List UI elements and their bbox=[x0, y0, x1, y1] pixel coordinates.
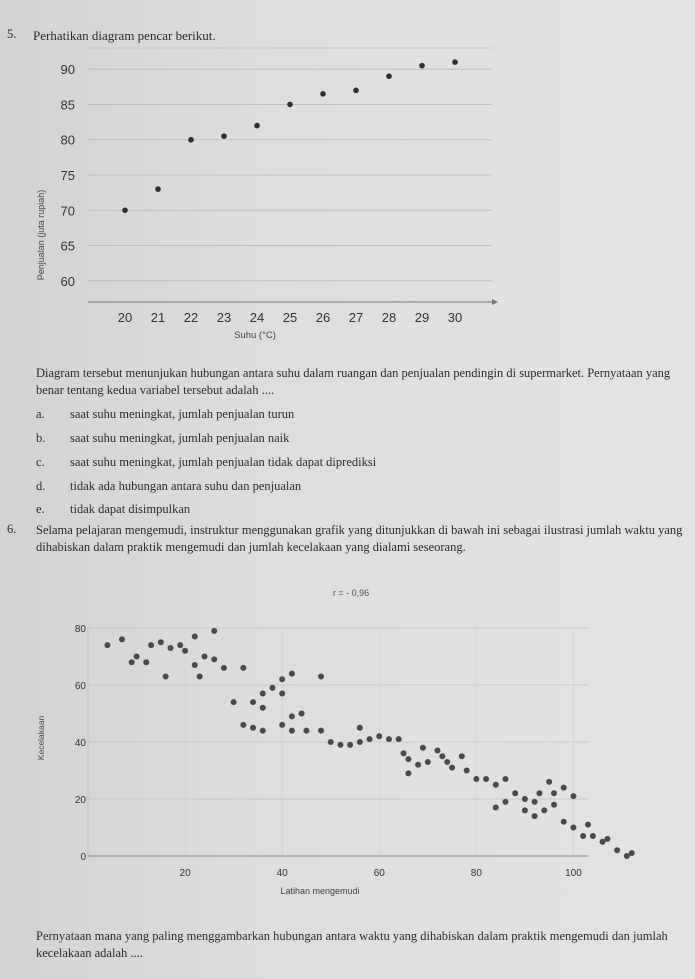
question-6-number: 6. bbox=[7, 522, 17, 536]
data-point bbox=[546, 779, 552, 785]
data-point bbox=[347, 742, 353, 748]
x-tick-label: 40 bbox=[276, 868, 288, 879]
option-5a[interactable] bbox=[36, 407, 294, 425]
data-point bbox=[289, 671, 295, 677]
data-point bbox=[211, 656, 217, 662]
option-5b[interactable] bbox=[36, 431, 289, 449]
x-tick-label: 23 bbox=[216, 310, 232, 325]
data-point bbox=[532, 813, 538, 819]
data-point bbox=[551, 802, 557, 808]
data-point bbox=[148, 642, 154, 648]
option-letter: a. bbox=[36, 407, 45, 421]
data-point bbox=[182, 648, 188, 654]
data-point bbox=[386, 73, 392, 79]
data-point bbox=[279, 676, 285, 682]
question-6-intro: Selama pelajaran mengemudi, instruktur menggunakan grafik yang ditunjukkan di bawah ini sebagai ilustrasi jumlah waktu yang dihabiskan dalam praktik mengemudi dan jumlah kecelakaan yang dialami seseorang. bbox=[36, 523, 683, 554]
data-point bbox=[240, 722, 246, 728]
data-point bbox=[464, 768, 470, 774]
data-point bbox=[337, 742, 343, 748]
data-point bbox=[483, 776, 489, 782]
x-axis-arrow bbox=[492, 299, 498, 305]
data-point bbox=[289, 728, 295, 734]
data-point bbox=[522, 796, 528, 802]
data-point bbox=[376, 733, 382, 739]
y-tick-label: 80 bbox=[74, 624, 86, 635]
x-tick-label: 20 bbox=[117, 310, 133, 325]
data-point bbox=[357, 739, 363, 745]
data-point bbox=[250, 699, 256, 705]
question-5-title: Perhatikan diagram pencar berikut. bbox=[33, 28, 216, 43]
data-point bbox=[197, 673, 203, 679]
data-point bbox=[163, 673, 169, 679]
option-letter: c. bbox=[36, 455, 45, 469]
data-point bbox=[289, 713, 295, 719]
option-5e[interactable] bbox=[36, 502, 190, 520]
data-point bbox=[143, 659, 149, 665]
option-text: saat suhu meningkat, jumlah penjualan turun bbox=[70, 407, 295, 421]
data-point bbox=[541, 807, 547, 813]
question-5-number: 5. bbox=[7, 27, 17, 41]
data-point bbox=[303, 728, 309, 734]
x-tick-label: 60 bbox=[373, 868, 385, 879]
data-point bbox=[328, 739, 334, 745]
data-point bbox=[590, 833, 596, 839]
x-tick-label: 20 bbox=[179, 868, 191, 879]
data-point bbox=[551, 790, 557, 796]
data-point bbox=[405, 770, 411, 776]
data-point bbox=[561, 819, 567, 825]
data-point bbox=[367, 736, 373, 742]
data-point bbox=[318, 673, 324, 679]
data-point bbox=[493, 782, 499, 788]
x-tick-label: 24 bbox=[249, 310, 265, 325]
data-point bbox=[415, 762, 421, 768]
data-point bbox=[405, 756, 411, 762]
data-point bbox=[425, 759, 431, 765]
data-point bbox=[250, 725, 256, 731]
data-point bbox=[221, 133, 227, 139]
option-text: tidak dapat disimpulkan bbox=[70, 502, 191, 516]
data-point bbox=[386, 736, 392, 742]
data-point bbox=[129, 659, 135, 665]
data-point bbox=[614, 847, 620, 853]
data-point bbox=[260, 705, 266, 711]
data-point bbox=[532, 799, 538, 805]
x-tick-label: 30 bbox=[447, 310, 463, 325]
data-point bbox=[260, 691, 266, 697]
data-point bbox=[177, 642, 183, 648]
option-letter: b. bbox=[36, 431, 46, 445]
x-tick-label: 29 bbox=[414, 310, 430, 325]
data-point bbox=[570, 793, 576, 799]
data-point bbox=[449, 765, 455, 771]
data-point bbox=[604, 836, 610, 842]
question-6-prompt: Pernyataan mana yang paling menggambarkan hubungan antara waktu yang dihabiskan dalam praktik mengemudi dan jumlah kecelakaan adalah .... bbox=[36, 929, 668, 960]
data-point bbox=[580, 833, 586, 839]
option-text: saat suhu meningkat, jumlah penjualan tidak dapat diprediksi bbox=[70, 455, 377, 469]
x-tick-label: 22 bbox=[183, 310, 199, 325]
option-5d[interactable] bbox=[36, 479, 301, 497]
y-tick-label: 40 bbox=[74, 738, 86, 749]
y-tick-label: 75 bbox=[60, 168, 75, 183]
data-point bbox=[188, 137, 194, 143]
x-tick-label: 25 bbox=[282, 310, 298, 325]
chart-2-correlation-label: r = - 0,96 bbox=[332, 588, 370, 598]
option-letter: e. bbox=[36, 502, 45, 516]
data-point bbox=[439, 753, 445, 759]
chart-2-x-axis-label: Latihan mengemudi bbox=[280, 886, 360, 896]
data-point bbox=[396, 736, 402, 742]
data-point bbox=[134, 654, 140, 660]
data-point bbox=[502, 776, 508, 782]
data-point bbox=[260, 728, 266, 734]
x-tick-label: 27 bbox=[348, 310, 364, 325]
chart-2-y-axis-label: Kecelakaan bbox=[36, 715, 46, 761]
data-point bbox=[629, 850, 635, 856]
data-point bbox=[561, 785, 567, 791]
option-text: tidak ada hubungan antara suhu dan penjualan bbox=[70, 479, 302, 493]
x-tick-label: 100 bbox=[565, 868, 582, 879]
data-point bbox=[435, 748, 441, 754]
data-point bbox=[158, 639, 164, 645]
y-tick-label: 85 bbox=[60, 97, 75, 113]
data-point bbox=[211, 628, 217, 634]
data-point bbox=[353, 88, 359, 94]
y-tick-label: 20 bbox=[74, 795, 86, 806]
x-tick-label: 80 bbox=[470, 868, 482, 879]
x-tick-label: 28 bbox=[381, 310, 397, 325]
data-point bbox=[473, 776, 479, 782]
option-text: saat suhu meningkat, jumlah penjualan naik bbox=[70, 431, 290, 445]
chart-1-y-axis-label: Penjualan (juta rupiah) bbox=[36, 189, 46, 281]
data-point bbox=[279, 722, 285, 728]
data-point bbox=[279, 691, 285, 697]
data-point bbox=[155, 186, 161, 192]
x-tick-label: 21 bbox=[150, 310, 166, 325]
data-point bbox=[401, 750, 407, 756]
data-point bbox=[168, 645, 174, 651]
chart-accidents-vs-practice bbox=[28, 582, 668, 904]
y-tick-label: 60 bbox=[60, 273, 75, 289]
data-point bbox=[420, 745, 426, 751]
data-point bbox=[119, 636, 125, 642]
data-point bbox=[231, 699, 237, 705]
data-point bbox=[444, 759, 450, 765]
data-point bbox=[585, 822, 591, 828]
chart-1-x-axis-label: Suhu (°C) bbox=[234, 330, 276, 341]
y-tick-label: 80 bbox=[60, 132, 75, 148]
y-tick-label: 65 bbox=[60, 238, 75, 254]
data-point bbox=[104, 642, 110, 648]
y-tick-label: 0 bbox=[80, 852, 86, 863]
option-5c[interactable] bbox=[36, 455, 376, 473]
data-point bbox=[299, 711, 305, 717]
y-tick-label: 90 bbox=[60, 62, 75, 78]
y-tick-label: 70 bbox=[60, 203, 75, 219]
data-point bbox=[318, 728, 324, 734]
data-point bbox=[452, 59, 458, 65]
y-tick-label: 60 bbox=[74, 681, 86, 692]
x-tick-label: 26 bbox=[315, 310, 331, 325]
data-point bbox=[202, 654, 208, 660]
chart-sales-vs-temperature bbox=[30, 40, 500, 358]
data-point bbox=[269, 685, 275, 691]
data-point bbox=[192, 662, 198, 668]
data-point bbox=[419, 63, 425, 69]
data-point bbox=[522, 807, 528, 813]
question-5-description: Diagram tersebut menunjukan hubungan antara suhu dalam ruangan dan penjualan pendingin di supermarket. Pernyataan yang benar tentang kedua variabel tersebut adalah .... bbox=[36, 366, 671, 397]
data-point bbox=[254, 123, 260, 129]
data-point bbox=[493, 805, 499, 811]
option-letter: d. bbox=[36, 479, 46, 493]
data-point bbox=[122, 207, 128, 213]
data-point bbox=[459, 753, 465, 759]
data-point bbox=[221, 665, 227, 671]
data-point bbox=[536, 790, 542, 796]
data-point bbox=[502, 799, 508, 805]
data-point bbox=[570, 825, 576, 831]
data-point bbox=[512, 790, 518, 796]
data-point bbox=[240, 665, 246, 671]
data-point bbox=[287, 102, 293, 108]
data-point bbox=[357, 725, 363, 731]
data-point bbox=[192, 634, 198, 640]
data-point bbox=[320, 91, 326, 97]
